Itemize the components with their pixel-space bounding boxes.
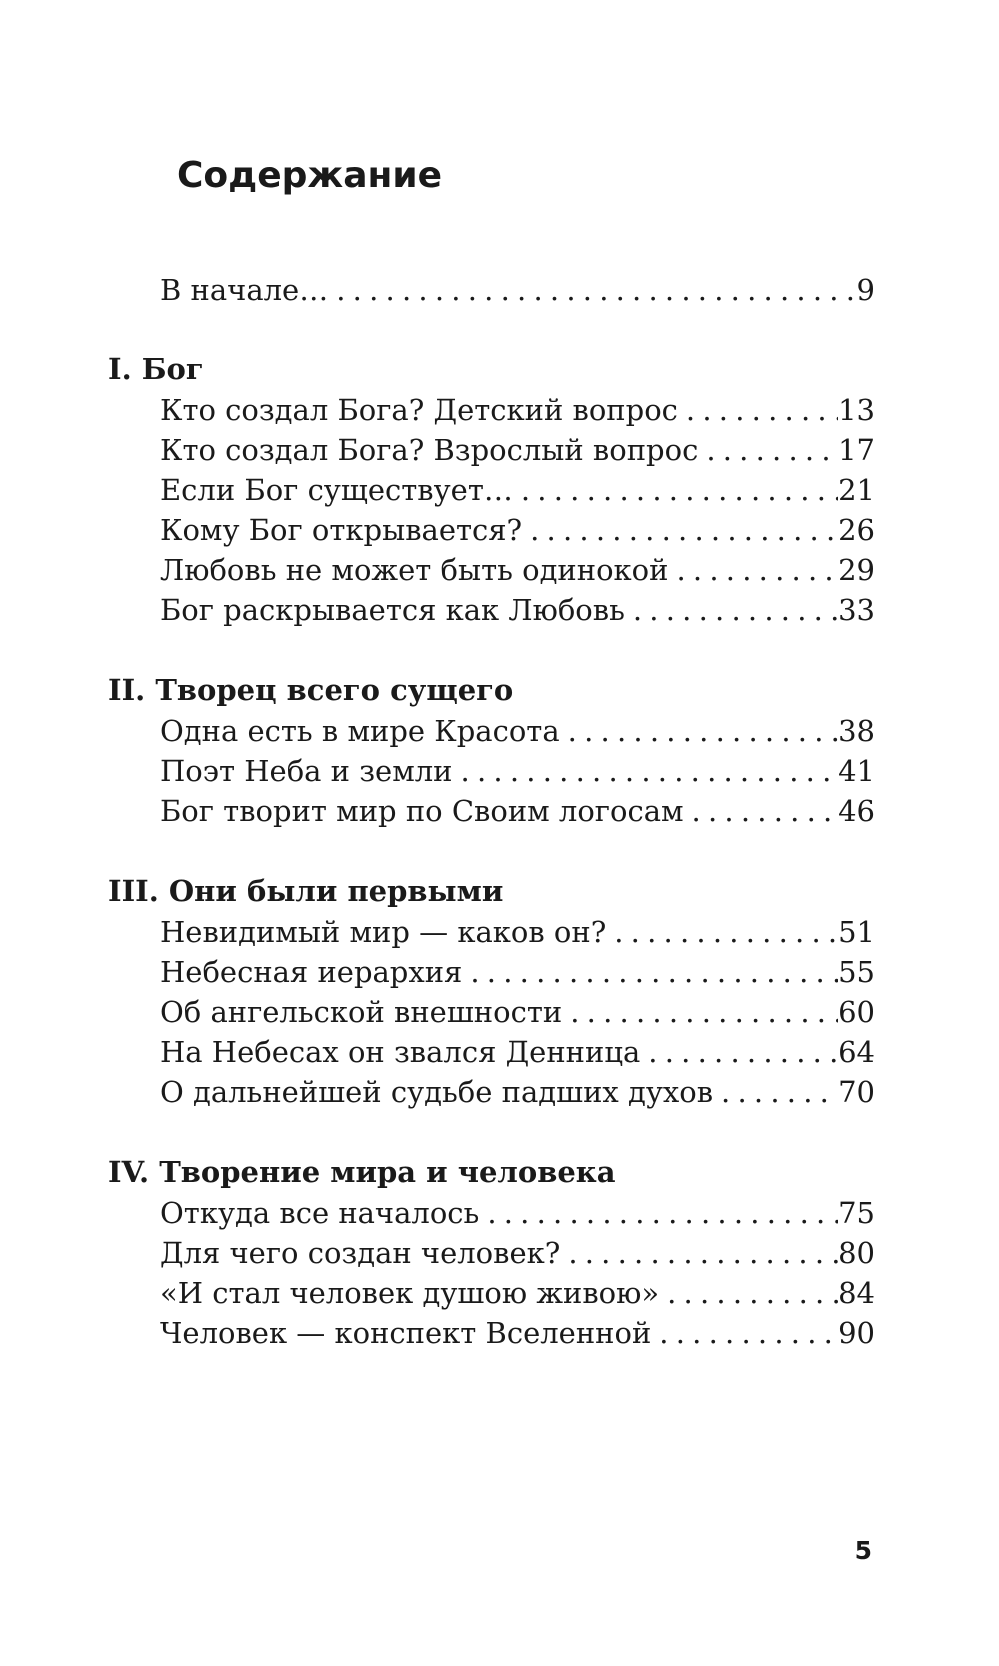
toc-entry-title: Невидимый мир — каков он? [160,915,607,949]
toc-entry-page: 70 [838,1075,875,1109]
toc-entry[interactable] [160,1312,875,1354]
toc-entry-title: На Небесах он звался Денница [160,1035,641,1069]
toc-entry-title: Кому Бог открывается? [160,513,523,547]
toc-entry-page: 84 [838,1276,875,1310]
toc-entry-page: 21 [838,473,875,507]
toc-entry[interactable] [160,429,875,471]
toc-entry-page: 64 [838,1035,875,1069]
dot-leader [651,1312,838,1354]
section-heading-4: IV. Творение мира и человека [108,1155,616,1189]
toc-entry-title: Бог творит мир по Своим логосам [160,794,684,828]
toc-entry-page: 13 [838,393,875,427]
toc-entry-title: Бог раскрывается как Любовь [160,593,625,627]
dot-leader [562,991,838,1033]
toc-entry-page: 38 [838,714,875,748]
section-heading-1: I. Бог [108,352,204,386]
toc-entry-page: 75 [838,1196,875,1230]
dot-leader [684,790,839,832]
toc-entry-page: 55 [838,955,875,989]
dot-leader [659,1272,838,1314]
toc-entry[interactable] [160,911,875,953]
dot-leader [453,750,839,792]
dot-leader [560,710,838,752]
toc-entry[interactable] [160,1232,875,1274]
toc-entry-title: Кто создал Бога? Детский вопрос [160,393,678,427]
toc-entry-page: 26 [838,513,875,547]
toc-entry[interactable] [160,469,875,511]
toc-entry-page: 41 [838,754,875,788]
toc-entry[interactable] [160,790,875,832]
toc-entry-title: Об ангельской внешности [160,995,563,1029]
page-title: Содержание [177,155,443,196]
toc-entry-intro[interactable] [160,269,875,311]
toc-entry[interactable] [160,589,875,631]
dot-leader [606,911,838,953]
toc-entry[interactable] [160,1272,875,1314]
dot-leader [640,1031,838,1073]
toc-entry-title: Поэт Неба и земли [160,754,453,788]
toc-entry[interactable] [160,549,875,591]
toc-entry[interactable] [160,951,875,993]
toc-entry-title: В начале… [160,273,329,307]
toc-entry[interactable] [160,1031,875,1073]
toc-entry[interactable] [160,710,875,752]
toc-entry-page: 9 [856,273,875,307]
toc-entry[interactable] [160,1071,875,1113]
toc-entry-title: «И стал человек душою живою» [160,1276,660,1310]
toc-entry-title: Если Бог существует… [160,473,513,507]
section-heading-3: III. Они были первыми [108,874,504,908]
toc-entry[interactable] [160,389,875,431]
toc-entry-title: О дальнейшей судьбе падших духов [160,1075,714,1109]
toc-entry-page: 29 [838,553,875,587]
toc-entry-title: Для чего создан человек? [160,1236,561,1270]
dot-leader [328,269,853,311]
toc-entry-page: 51 [838,915,875,949]
toc-entry-title: Человек — конспект Вселенной [160,1316,652,1350]
dot-leader [625,589,838,631]
toc-entry-page: 90 [838,1316,875,1350]
dot-leader [713,1071,838,1113]
toc-entry[interactable] [160,991,875,1033]
dot-leader [479,1192,838,1234]
toc-entry-title: Одна есть в мире Красота [160,714,560,748]
toc-entry-page: 60 [838,995,875,1029]
toc-entry-page: 80 [838,1236,875,1270]
toc-entry-page: 46 [838,794,875,828]
toc-entry[interactable] [160,750,875,792]
toc-entry-title: Любовь не может быть одинокой [160,553,669,587]
dot-leader [698,429,838,471]
dot-leader [462,951,838,993]
section-heading-2: II. Творец всего сущего [108,673,514,707]
toc-entry-title: Откуда все началось [160,1196,480,1230]
toc-entry-title: Кто создал Бога? Взрослый вопрос [160,433,699,467]
dot-leader [678,389,838,431]
dot-leader [522,509,838,551]
toc-entry-page: 33 [838,593,875,627]
toc-entry[interactable] [160,1192,875,1234]
dot-leader [513,469,838,511]
toc-entry-title: Небесная иерархия [160,955,463,989]
dot-leader [668,549,838,591]
toc-entry-page: 17 [838,433,875,467]
toc-entry[interactable] [160,509,875,551]
dot-leader [560,1232,838,1274]
page-number: 5 [854,1536,872,1565]
